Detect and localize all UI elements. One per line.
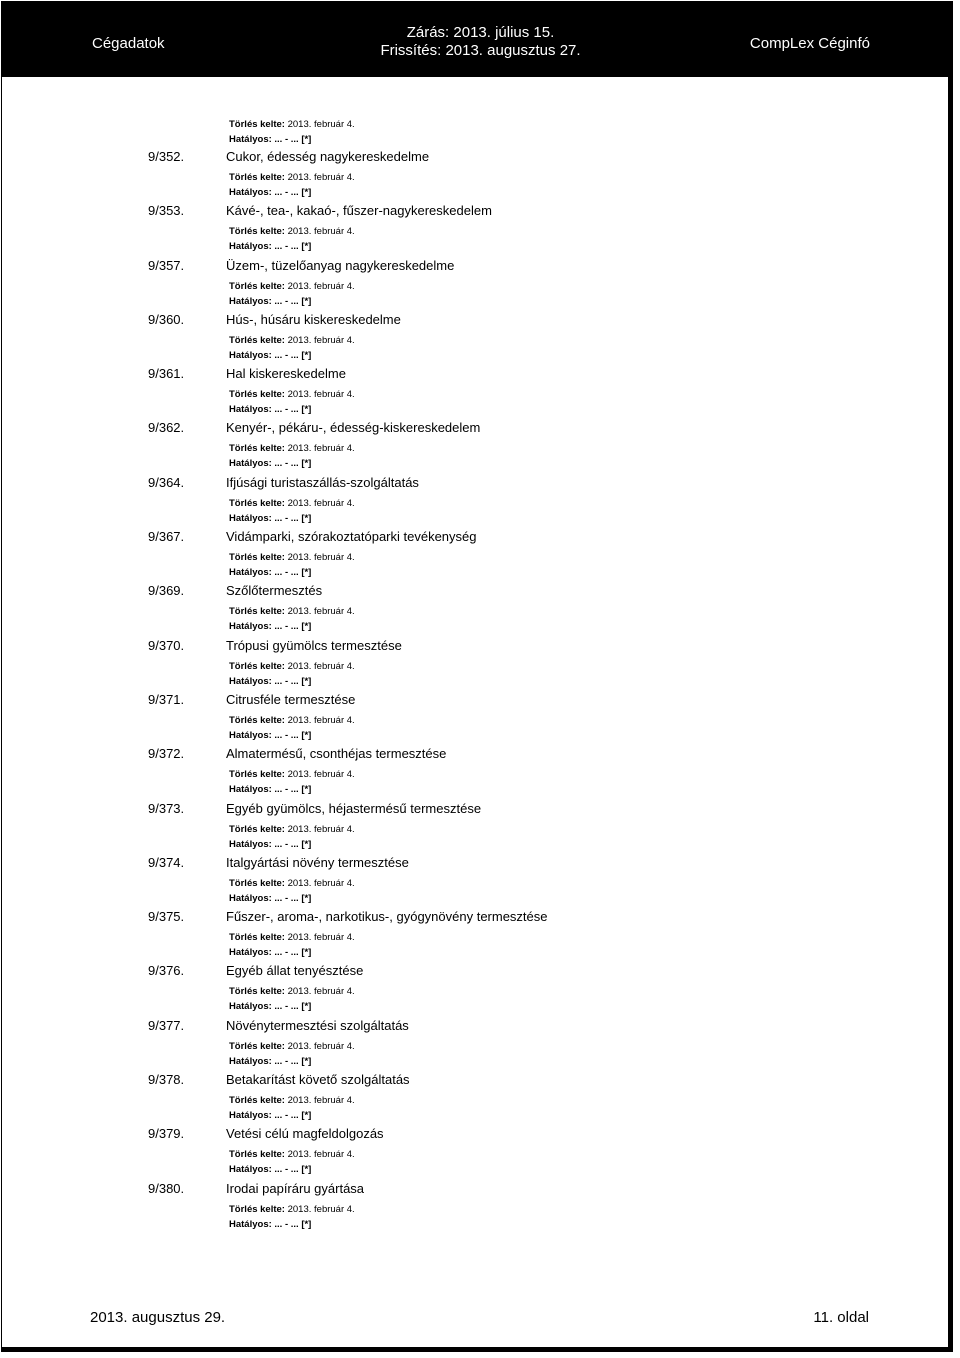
deletion-label: Törlés kelte: (229, 119, 285, 130)
header-right-title: CompLex Céginfó (749, 35, 870, 52)
deletion-value: 2013. február 4. (287, 1095, 355, 1107)
entry-meta (229, 496, 355, 526)
effective-line (229, 945, 355, 960)
deletion-value: 2013. február 4. (287, 877, 355, 889)
list-item (0, 744, 960, 798)
deletion-label: Törlés kelte: (229, 1149, 285, 1161)
deletion-date-line (229, 1093, 355, 1108)
deletion-value: 2013. február 4. (287, 932, 355, 944)
effective-value: ... - ... [*] (274, 838, 312, 850)
entry-row (0, 1179, 960, 1199)
deletion-date-line (229, 822, 355, 837)
entry-title: Citrusféle termesztése (226, 691, 356, 707)
list-item (0, 907, 960, 961)
effective-line (229, 456, 355, 471)
deletion-value: 2013. február 4. (287, 1149, 355, 1161)
deletion-label: Törlés kelte: (229, 1203, 285, 1215)
list-item (0, 1179, 960, 1233)
list-item (0, 201, 960, 255)
effective-label: Hatályos: (229, 729, 272, 741)
effective-value: ... - ... [*] (274, 1164, 312, 1176)
deletion-date-line (229, 930, 355, 945)
entry-code: 9/362. (148, 420, 185, 436)
effective-line (229, 728, 355, 743)
list-item (0, 418, 960, 472)
entry-code: 9/372. (148, 746, 185, 762)
deletion-label: Törlés kelte: (229, 226, 285, 238)
entry-row (0, 907, 960, 927)
list-item (0, 147, 960, 201)
deletion-label: Törlés kelte: (229, 877, 285, 889)
deletion-value: 2013. február 4. (287, 443, 355, 455)
entry-code: 9/376. (148, 963, 185, 979)
effective-label: Hatályos: (229, 1164, 272, 1176)
deletion-label: Törlés kelte: (229, 986, 285, 998)
entry-code: 9/373. (148, 800, 185, 816)
deletion-date-line (229, 876, 355, 891)
effective-label: Hatályos: (229, 1001, 272, 1013)
entry-meta (229, 441, 355, 471)
entry-meta (229, 170, 355, 200)
entry-code: 9/377. (148, 1017, 185, 1033)
entry-code: 9/370. (148, 637, 185, 653)
deletion-date-line (229, 1147, 355, 1162)
effective-value: ... - ... [*] (274, 512, 312, 524)
deletion-date-line (229, 117, 355, 132)
footer-date: 2013. augusztus 29. (90, 1309, 226, 1326)
effective-label: Hatályos: (229, 675, 272, 687)
list-item (0, 636, 960, 690)
deletion-label: Törlés kelte: (229, 823, 285, 835)
effective-label: Hatályos: (229, 892, 272, 904)
entry-title: Szőlőtermesztés (226, 583, 323, 599)
deletion-value: 2013. február 4. (287, 1203, 355, 1215)
entry-title: Kenyér-, pékáru-, édesség-kiskereskedelem (226, 420, 481, 436)
list-item (0, 799, 960, 853)
list-item (0, 473, 960, 527)
entry-title: Vetési célú magfeldolgozás (226, 1126, 384, 1142)
entry-meta (229, 822, 355, 852)
entry-row (0, 690, 960, 710)
entry-meta (229, 1202, 355, 1232)
effective-value: ... - ... [*] (274, 458, 312, 470)
entry-meta (229, 333, 355, 363)
effective-label: Hatályos: (229, 947, 272, 959)
footer-page-number: 11. oldal (813, 1309, 869, 1326)
effective-value: ... - ... [*] (274, 295, 312, 307)
entry-row (0, 1070, 960, 1090)
effective-label: Hatályos: (229, 567, 272, 579)
list-item (0, 1124, 960, 1178)
entry-meta (229, 1039, 355, 1069)
entry-code: 9/353. (148, 203, 185, 219)
effective-line (229, 294, 355, 309)
entry-row (0, 1124, 960, 1144)
entry-title: Trópusi gyümölcs termesztése (226, 637, 402, 653)
effective-value: ... - ... [*] (274, 404, 312, 416)
effective-label: Hatályos: (229, 1110, 272, 1122)
entry-title: Kávé-, tea-, kakaó-, fűszer-nagykereskedelem (226, 203, 492, 219)
entry-row (0, 364, 960, 384)
deletion-value: 2013. február 4. (287, 497, 355, 509)
header-closing-date: Zárás: 2013. július 15. (406, 24, 555, 41)
deletion-value: 2013. február 4. (287, 389, 355, 401)
effective-value: ... - ... [*] (274, 1218, 312, 1230)
effective-line (229, 1217, 355, 1232)
deletion-label: Törlés kelte: (229, 932, 285, 944)
effective-line (229, 565, 355, 580)
list-item (0, 310, 960, 364)
list-item (0, 1016, 960, 1070)
list-item (0, 581, 960, 635)
entry-code: 9/369. (148, 583, 185, 599)
deletion-label: Törlés kelte: (229, 280, 285, 292)
list-item (0, 690, 960, 744)
deletion-value: 2013. február 4. (287, 280, 355, 292)
effective-label: Hatályos: (229, 512, 272, 524)
effective-label: Hatályos: (229, 1055, 272, 1067)
entry-row (0, 636, 960, 656)
deletion-value: 2013. február 4. (287, 660, 355, 672)
deletion-date-line (229, 441, 355, 456)
effective-line (229, 1162, 355, 1177)
entry-meta (229, 767, 355, 797)
deletion-date-line (229, 1039, 355, 1054)
deletion-date-line (229, 767, 355, 782)
deletion-value: 2013. február 4. (287, 823, 355, 835)
effective-line (229, 999, 355, 1014)
deletion-date-line (229, 224, 355, 239)
effective-line (229, 239, 355, 254)
entry-row (0, 744, 960, 764)
deletion-value: 2013. február 4. (287, 986, 355, 998)
entry-code: 9/364. (148, 474, 185, 490)
entry-meta (229, 1147, 355, 1177)
effective-line (229, 1054, 355, 1069)
entry-title: Irodai papíráru gyártása (226, 1180, 365, 1196)
deletion-value: 2013. február 4. (287, 1040, 355, 1052)
entry-meta (229, 930, 355, 960)
entry-title: Egyéb állat tenyésztése (226, 963, 364, 979)
entry-code: 9/379. (148, 1126, 185, 1142)
list-item (0, 961, 960, 1015)
effective-value: ... - ... [*] (274, 134, 312, 145)
effective-value: ... - ... [*] (274, 947, 312, 959)
deletion-date-line (229, 496, 355, 511)
entry-code: 9/374. (148, 854, 185, 870)
deletion-label: Törlés kelte: (229, 497, 285, 509)
entry-title: Növénytermesztési szolgáltatás (226, 1017, 409, 1033)
deletion-date-line (229, 984, 355, 999)
entry-title: Ifjúsági turistaszállás-szolgáltatás (226, 474, 419, 490)
deletion-value: 2013. február 4. (287, 119, 355, 130)
effective-value: ... - ... [*] (274, 567, 312, 579)
entry-title: Egyéb gyümölcs, héjastermésű termesztése (226, 800, 482, 816)
entry-title: Üzem-, tüzelőanyag nagykereskedelme (226, 257, 455, 273)
deletion-value: 2013. február 4. (287, 552, 355, 564)
deletion-label: Törlés kelte: (229, 714, 285, 726)
deletion-label: Törlés kelte: (229, 606, 285, 618)
effective-value: ... - ... [*] (274, 349, 312, 361)
effective-label: Hatályos: (229, 404, 272, 416)
entry-code: 9/371. (148, 691, 185, 707)
effective-value: ... - ... [*] (274, 1055, 312, 1067)
entry-code: 9/378. (148, 1072, 185, 1088)
effective-value: ... - ... [*] (274, 729, 312, 741)
page-header (2, 2, 951, 77)
list-item (0, 853, 960, 907)
entry-row (0, 1016, 960, 1036)
deletion-date-line (229, 659, 355, 674)
deletion-date-line (229, 387, 355, 402)
deletion-label: Törlés kelte: (229, 334, 285, 346)
entry-meta (229, 550, 355, 580)
entry-title: Italgyártási növény termesztése (226, 854, 409, 870)
entry-title: Betakarítást követő szolgáltatás (226, 1072, 410, 1088)
deletion-label: Törlés kelte: (229, 443, 285, 455)
entry-row (0, 961, 960, 981)
deletion-label: Törlés kelte: (229, 1095, 285, 1107)
entry-code: 9/375. (148, 909, 185, 925)
entry-code: 9/360. (148, 311, 185, 327)
effective-label: Hatályos: (229, 134, 272, 145)
deletion-date-line (229, 170, 355, 185)
effective-label: Hatályos: (229, 349, 272, 361)
effective-line (229, 402, 355, 417)
effective-value: ... - ... [*] (274, 784, 312, 796)
entry-code: 9/367. (148, 529, 185, 545)
entry-meta (229, 876, 355, 906)
effective-line (229, 891, 355, 906)
entry-meta (229, 387, 355, 417)
effective-label: Hatályos: (229, 187, 272, 198)
entry-title: Hús-, húsáru kiskereskedelme (226, 311, 401, 327)
entry-row (0, 853, 960, 873)
entry-row (0, 201, 960, 221)
list-item (0, 364, 960, 418)
entry-title: Cukor, édesség nagykereskedelme (226, 149, 430, 164)
effective-label: Hatályos: (229, 295, 272, 307)
entry-title: Fűszer-, aroma-, narkotikus-, gyógynövény termesztése (226, 909, 548, 925)
entry-title: Vidámparki, szórakoztatóparki tevékenység (226, 529, 477, 545)
effective-value: ... - ... [*] (274, 621, 312, 633)
entry-code: 9/352. (148, 149, 185, 164)
entry-meta (229, 713, 355, 743)
deletion-label: Törlés kelte: (229, 389, 285, 401)
deletion-date-line (229, 279, 355, 294)
entry-meta (229, 659, 355, 689)
entry-code: 9/357. (148, 257, 185, 273)
entry-meta (229, 604, 355, 634)
deletion-value: 2013. február 4. (287, 606, 355, 618)
entry-row (0, 527, 960, 547)
entry-row (0, 581, 960, 601)
effective-value: ... - ... [*] (274, 1001, 312, 1013)
entry-code: 9/361. (148, 366, 185, 382)
effective-line (229, 674, 355, 689)
effective-value: ... - ... [*] (274, 187, 312, 198)
entry-code: 9/380. (148, 1180, 185, 1196)
deletion-value: 2013. február 4. (287, 714, 355, 726)
leading-entry-meta (229, 117, 355, 147)
deletion-label: Törlés kelte: (229, 172, 285, 183)
effective-value: ... - ... [*] (274, 675, 312, 687)
effective-line (229, 1108, 355, 1123)
entry-row (0, 473, 960, 493)
deletion-label: Törlés kelte: (229, 660, 285, 672)
effective-line (229, 132, 355, 147)
deletion-date-line (229, 1202, 355, 1217)
entry-meta (229, 1093, 355, 1123)
effective-line (229, 782, 355, 797)
deletion-value: 2013. február 4. (287, 334, 355, 346)
entry-meta (229, 984, 355, 1014)
entry-title: Hal kiskereskedelme (226, 366, 346, 382)
header-left-title: Cégadatok (92, 35, 165, 52)
deletion-label: Törlés kelte: (229, 1040, 285, 1052)
deletion-label: Törlés kelte: (229, 769, 285, 781)
effective-line (229, 348, 355, 363)
deletion-date-line (229, 333, 355, 348)
deletion-label: Törlés kelte: (229, 552, 285, 564)
entry-title: Almatermésű, csonthéjas termesztése (226, 746, 447, 762)
effective-label: Hatályos: (229, 1218, 272, 1230)
entry-meta (229, 224, 355, 254)
effective-value: ... - ... [*] (274, 1110, 312, 1122)
effective-line (229, 619, 355, 634)
entry-row (0, 310, 960, 330)
effective-value: ... - ... [*] (274, 241, 312, 253)
deletion-value: 2013. február 4. (287, 769, 355, 781)
effective-line (229, 185, 355, 200)
entry-row (0, 799, 960, 819)
entry-row (0, 147, 960, 167)
effective-line (229, 511, 355, 526)
effective-label: Hatályos: (229, 784, 272, 796)
list-item (0, 256, 960, 310)
effective-label: Hatályos: (229, 838, 272, 850)
effective-line (229, 837, 355, 852)
entry-row (0, 256, 960, 276)
effective-label: Hatályos: (229, 241, 272, 253)
deletion-date-line (229, 713, 355, 728)
list-item (0, 1070, 960, 1124)
deletion-value: 2013. február 4. (287, 172, 355, 183)
header-refresh-date: Frissítés: 2013. augusztus 27. (380, 42, 581, 59)
effective-label: Hatályos: (229, 621, 272, 633)
list-item (0, 527, 960, 581)
effective-label: Hatályos: (229, 458, 272, 470)
entry-meta (229, 279, 355, 309)
entry-row (0, 418, 960, 438)
deletion-date-line (229, 604, 355, 619)
entry-list (0, 147, 960, 1233)
deletion-date-line (229, 550, 355, 565)
effective-value: ... - ... [*] (274, 892, 312, 904)
deletion-value: 2013. február 4. (287, 226, 355, 238)
